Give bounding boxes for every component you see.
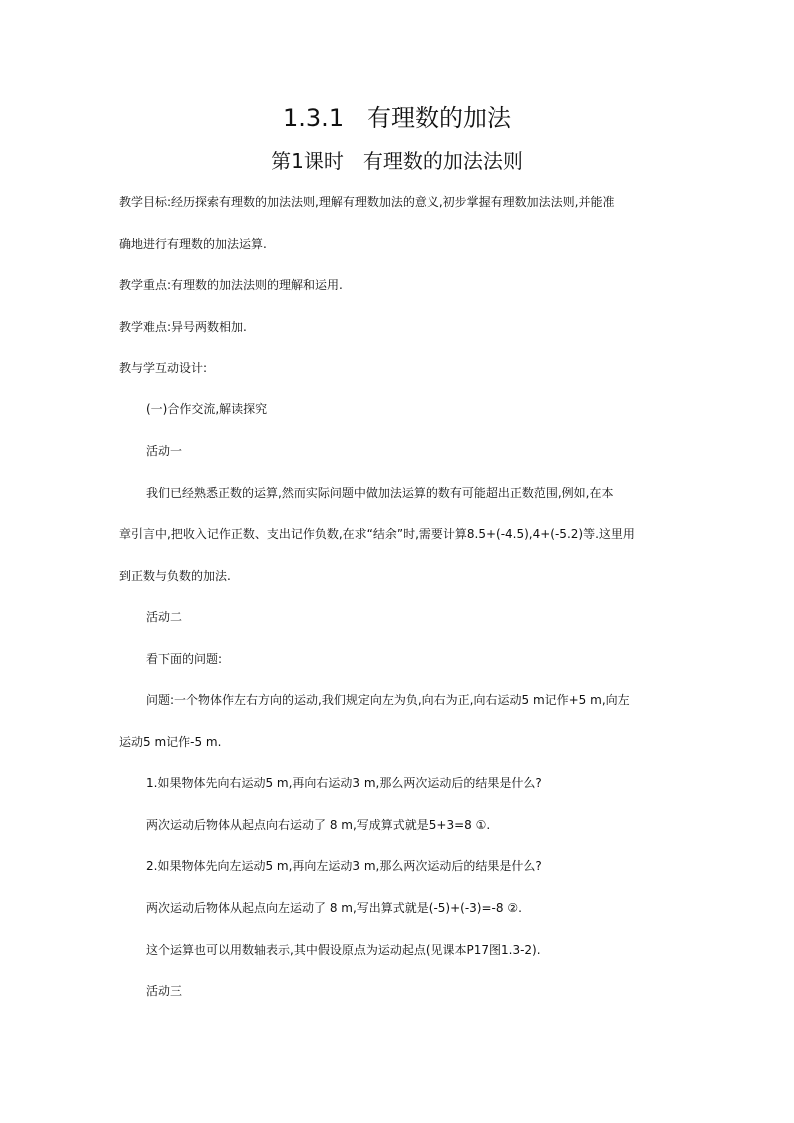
- problem-line-2: 运动5 m记作-5 m.: [119, 735, 222, 749]
- teaching-goal-line-1: 教学目标:经历探索有理数的加法法则,理解有理数加法的意义,初步掌握有理数加法法则,并能准: [119, 195, 615, 209]
- lesson-subtitle: 第1课时 有理数的加法法则: [271, 149, 523, 173]
- answer-2: 两次运动后物体从起点向左运动了 8 m,写出算式就是(-5)+(-3)=-8 ②.: [146, 901, 522, 915]
- activity-2-intro: 看下面的问题:: [146, 652, 223, 666]
- activity-1-heading: 活动一: [146, 444, 183, 458]
- teaching-difficulty: 教学难点:异号两数相加.: [119, 320, 247, 334]
- activity-3-heading: 活动三: [146, 984, 183, 998]
- activity-1-text-line-2: 章引言中,把收入记作正数、支出记作负数,在求“结余”时,需要计算8.5+(-4.5),4+(-5.2)等.这里用: [119, 527, 635, 541]
- activity-1-text-line-1: 我们已经熟悉正数的运算,然而实际问题中做加法运算的数有可能超出正数范围,例如,在本: [146, 486, 614, 500]
- teaching-focus: 教学重点:有理数的加法法则的理解和运用.: [119, 278, 343, 292]
- teaching-goal-line-2: 确地进行有理数的加法运算.: [119, 237, 267, 251]
- activity-2-heading: 活动二: [146, 610, 183, 624]
- lesson-title: 1.3.1 有理数的加法: [283, 104, 511, 132]
- activity-1-text-line-3: 到正数与负数的加法.: [119, 569, 231, 583]
- interaction-design-heading: 教与学互动设计:: [119, 361, 208, 375]
- section-heading: (一)合作交流,解读探究: [146, 402, 268, 416]
- number-line-note: 这个运算也可以用数轴表示,其中假设原点为运动起点(见课本P17图1.3-2).: [146, 943, 541, 957]
- answer-1: 两次运动后物体从起点向右运动了 8 m,写成算式就是5+3=8 ①.: [146, 818, 491, 832]
- question-2: 2.如果物体先向左运动5 m,再向左运动3 m,那么两次运动后的结果是什么?: [146, 859, 542, 873]
- problem-line-1: 问题:一个物体作左右方向的运动,我们规定向左为负,向右为正,向右运动5 m记作+5 m,向左: [146, 693, 630, 707]
- question-1: 1.如果物体先向右运动5 m,再向右运动3 m,那么两次运动后的结果是什么?: [146, 776, 542, 790]
